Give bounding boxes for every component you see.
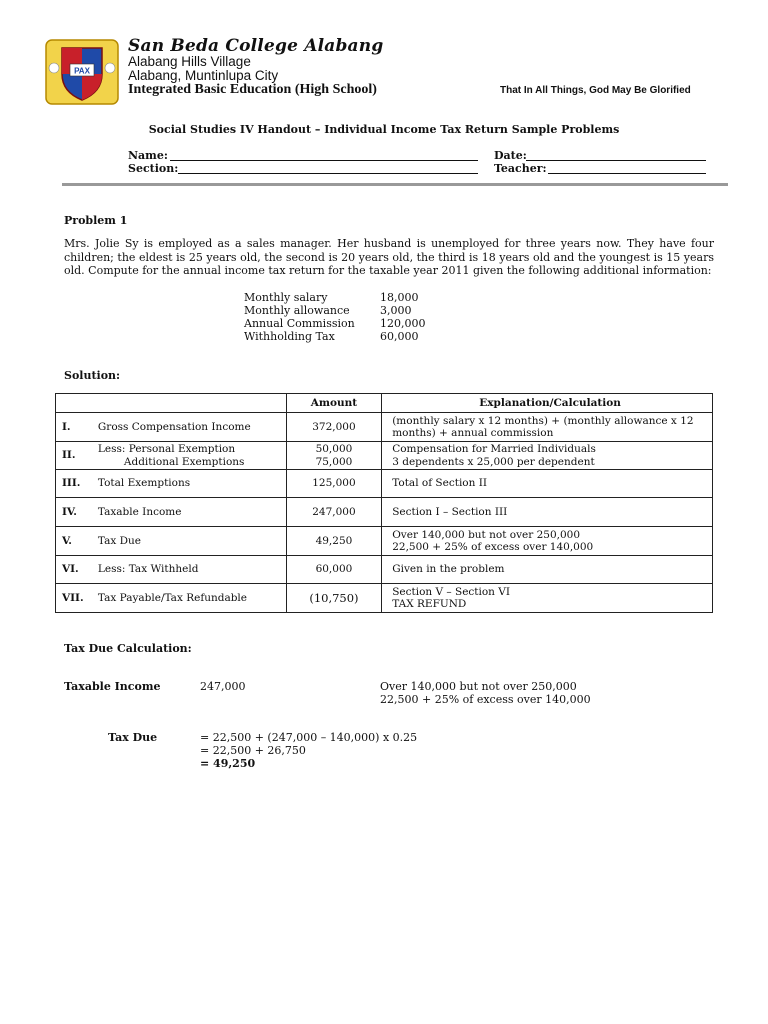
row-amount: 372,000 — [286, 413, 382, 442]
problem-title: Problem 1 — [64, 214, 128, 227]
teacher-field[interactable] — [548, 173, 706, 174]
row-explanation: Given in the problem — [382, 556, 713, 584]
row-explanation: 22,500 + 25% of excess over 140,000 — [392, 541, 594, 553]
row-amount: 60,000 — [286, 556, 382, 584]
given-value: 60,000 — [380, 330, 419, 343]
taxable-income-label: Taxable Income — [64, 680, 161, 693]
row-explanation: TAX REFUND — [392, 598, 467, 610]
given-value: 120,000 — [380, 317, 426, 330]
row-description: Tax Due — [94, 527, 286, 556]
row-explanation: Section V – Section VI — [392, 585, 511, 598]
given-values — [244, 291, 426, 343]
date-label: Date: — [494, 149, 527, 162]
row-explanation: Section I – Section III — [382, 498, 713, 527]
document-title: Social Studies IV Handout – Individual Income Tax Return Sample Problems — [148, 123, 620, 136]
bracket-line-1: Over 140,000 but not over 250,000 — [380, 680, 577, 693]
table-row — [56, 470, 713, 498]
given-row — [244, 317, 426, 330]
row-description: Gross Compensation Income — [94, 413, 286, 442]
row-explanation: 3 dependents x 25,000 per dependent — [392, 455, 595, 468]
tax-due-calc-title: Tax Due Calculation: — [64, 642, 192, 655]
row-number: VI. — [56, 556, 94, 584]
table-row — [56, 498, 713, 527]
address-line-1: Alabang Hills Village — [128, 54, 251, 69]
name-field[interactable] — [170, 160, 478, 161]
row-amount: 125,000 — [286, 470, 382, 498]
tax-due-label: Tax Due — [108, 731, 158, 744]
row-description: Less: Tax Withheld — [94, 556, 286, 584]
row-number: II. — [56, 442, 94, 470]
row-amount: 75,000 — [315, 455, 353, 468]
teacher-label: Teacher: — [494, 162, 547, 175]
row-number: IV. — [56, 498, 94, 527]
row-description: Tax Payable/Tax Refundable — [94, 584, 286, 613]
row-number: I. — [56, 413, 94, 442]
table-row — [56, 413, 713, 442]
school-logo — [44, 38, 120, 106]
given-label: Annual Commission — [244, 317, 355, 330]
solution-label: Solution: — [64, 369, 121, 382]
row-explanation: Compensation for Married Individuals — [392, 443, 596, 455]
section-label: Section: — [128, 162, 179, 175]
table-row — [56, 584, 713, 613]
table-header-row — [56, 394, 713, 413]
department-name: Integrated Basic Education (High School) — [128, 82, 377, 97]
row-explanation: Total of Section II — [382, 470, 713, 498]
given-row — [244, 291, 426, 304]
calc-step-2: = 22,500 + 26,750 — [200, 744, 306, 757]
row-description: Additional Exemptions — [123, 455, 245, 468]
table-row — [56, 442, 713, 470]
explanation-header: Explanation/Calculation — [382, 394, 713, 413]
row-description: Taxable Income — [94, 498, 286, 527]
calc-step-1: = 22,500 + (247,000 – 140,000) x 0.25 — [200, 731, 418, 744]
row-amount: 49,250 — [286, 527, 382, 556]
taxable-income-value: 247,000 — [200, 680, 246, 693]
given-value: 3,000 — [380, 304, 412, 317]
row-description: Total Exemptions — [94, 470, 286, 498]
logo-text: PAX — [74, 66, 90, 76]
given-label: Withholding Tax — [244, 330, 335, 343]
table-row — [56, 556, 713, 584]
amount-header: Amount — [286, 394, 382, 413]
row-number: V. — [56, 527, 94, 556]
row-amount: 247,000 — [286, 498, 382, 527]
row-description: Less: Personal Exemption — [97, 443, 236, 455]
header-divider — [62, 183, 728, 186]
section-field[interactable] — [178, 173, 478, 174]
row-number: III. — [56, 470, 94, 498]
row-amount: 50,000 — [315, 443, 353, 455]
date-field[interactable] — [526, 160, 706, 161]
calc-step-3: = 49,250 — [200, 757, 256, 770]
solution-table — [55, 393, 713, 613]
row-explanation: (monthly salary x 12 months) + (monthly allowance x 12 months) + annual commission — [382, 413, 713, 442]
row-explanation: Over 140,000 but not over 250,000 — [392, 528, 580, 541]
school-name: San Beda College Alabang — [128, 36, 384, 56]
school-motto: That In All Things, God May Be Glorified — [500, 85, 691, 96]
given-label: Monthly allowance — [244, 304, 350, 317]
problem-text: Mrs. Jolie Sy is employed as a sales manager. Her husband is unemployed for three years now. They have four children; the eldest is 25 years old, the second is 20 years old, the third is 18 years old and the youngest is 15 years old. Compute for the annual income tax return for the taxable year 2011 given the following additional information: — [64, 237, 714, 277]
given-value: 18,000 — [380, 291, 419, 304]
table-row — [56, 527, 713, 556]
given-row — [244, 304, 426, 317]
given-row — [244, 330, 426, 343]
bracket-line-2: 22,500 + 25% of excess over 140,000 — [380, 693, 591, 706]
given-label: Monthly salary — [244, 291, 328, 304]
address-line-2: Alabang, Muntinlupa City — [128, 68, 279, 83]
row-number: VII. — [56, 584, 94, 613]
name-label: Name: — [128, 149, 168, 162]
row-amount: (10,750) — [286, 584, 382, 613]
